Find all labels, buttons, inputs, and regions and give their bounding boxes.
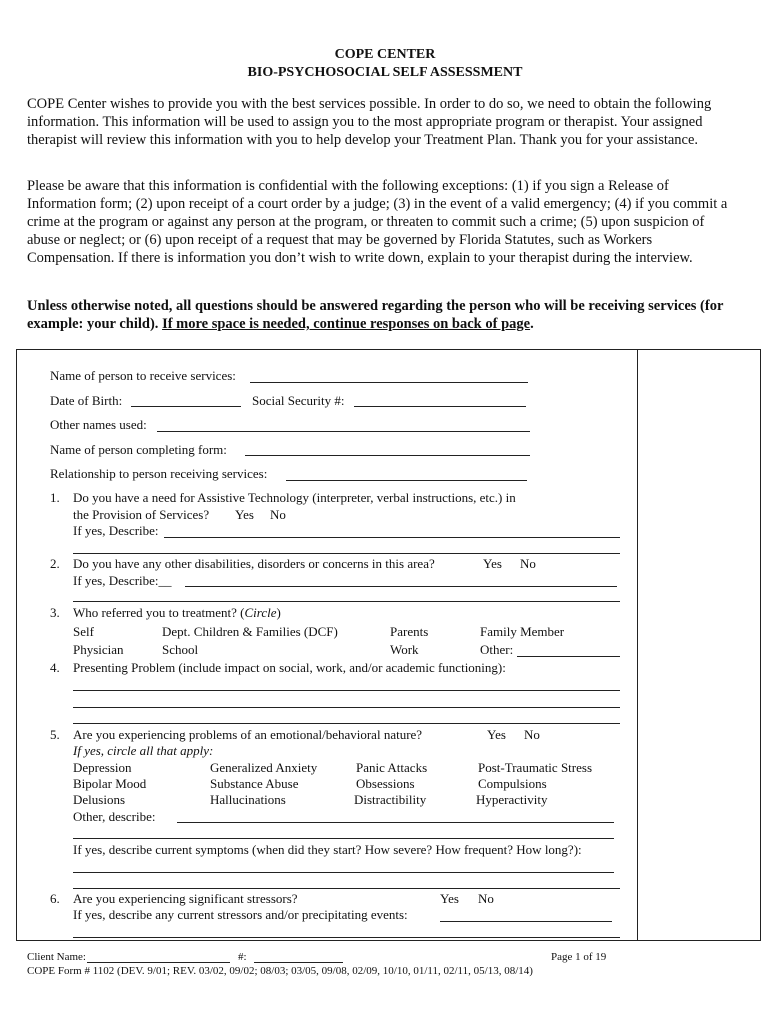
footer-hash-label: #: [238,951,247,963]
other-names-input-line[interactable] [157,431,530,432]
q3-option-family-member[interactable]: Family Member [480,624,565,639]
q1-number: 1. [50,490,60,505]
q5-number: 5. [50,727,60,742]
q2-number: 2. [50,556,60,571]
q1-describe-line-2[interactable] [73,553,620,554]
q3-text [73,605,281,621]
q5-symptoms-line-1[interactable] [73,872,614,873]
name-input-line[interactable] [250,382,528,383]
ssn-input-line[interactable] [354,406,526,407]
q5-option-delusions[interactable]: Delusions [73,792,125,807]
other-names-label: Other names used: [50,417,147,432]
q3-number: 3. [50,605,60,620]
q2-no[interactable]: No [520,556,536,571]
q5-option-hyperactivity[interactable]: Hyperactivity [476,792,548,807]
q5-option-obsessions[interactable]: Obsessions [356,776,415,791]
q1-describe-line[interactable] [164,537,620,538]
q3-option-physician[interactable]: Physician [73,642,124,657]
q5-option-distractibility[interactable]: Distractibility [354,792,427,807]
completing-label: Name of person completing form: [50,442,227,457]
completing-input-line[interactable] [245,455,530,456]
q5-option-ptsd[interactable]: Post-Traumatic Stress [478,760,592,775]
footer-client-name-line[interactable] [87,962,230,963]
q5-circle-all: If yes, circle all that apply: [73,743,214,758]
footer-hash-line[interactable] [254,962,343,963]
q3-other-line[interactable] [517,656,620,657]
q5-option-hallucinations[interactable]: Hallucinations [210,792,286,807]
q3-option-school[interactable]: School [162,642,199,657]
intro-paragraph-1: COPE Center wishes to provide you with the best services possible. In order to do so, we need to obtain the following information. This information will be used to assign you to the most appropriate program or therapist. Your assigned therapist will review this information with you to help develop your Treatment Plan. Thank you for your assistance. [27,96,712,148]
q5-option-depression[interactable]: Depression [73,760,132,775]
q4-answer-line-3[interactable] [73,723,620,724]
q4-number: 4. [50,660,60,675]
q3-option-self[interactable]: Self [73,624,94,639]
q1-text: Do you have a need for Assistive Technology (interpreter, verbal instructions, etc.) in [73,490,516,505]
instructions-space-note: If more space is needed, continue responses on back of page [162,316,531,332]
q5-text: Are you experiencing problems of an emotional/behavioral nature? [73,727,423,742]
form-title: COPE CENTER [334,47,436,62]
q4-answer-line-2[interactable] [73,707,620,708]
footer-page-number: Page 1 of 19 [551,951,607,963]
q6-describe-label: If yes, describe any current stressors and/or precipitating events: [73,907,408,922]
intro-paragraph-2: Please be aware that this information is confidential with the following exceptions: (1) if you sign a Release of Information form; (2) upon receipt of a court order by a judge; (3) in the event of a valid emergency; (4) if you commit a crime at the program or against any person at the program, or threaten to commit such a crime; (5) upon suspicion of abuse or neglect; or (6) upon receipt of a request that may be governed by Florida Statutes, such as Workers Compensation. If there is information you don’t wish to write down, explain to your therapist during the interview. [27,178,728,266]
dob-label: Date of Birth: [50,393,123,408]
q5-option-compulsions[interactable]: Compulsions [478,776,547,791]
q3-option-work[interactable]: Work [390,642,419,657]
q6-text: Are you experiencing significant stressors? [73,891,298,906]
q5-other-line[interactable] [177,822,614,823]
instructions-paragraph [27,297,737,333]
q4-text: Presenting Problem (include impact on social, work, and/or academic functioning): [73,660,506,675]
q4-answer-line-1[interactable] [73,690,620,691]
form-subtitle: BIO-PSYCHOSOCIAL SELF ASSESSMENT [247,65,523,80]
relationship-label: Relationship to person receiving services: [50,466,268,481]
footer-client-name-label: Client Name: [27,951,86,963]
q5-option-generalized-anxiety[interactable]: Generalized Anxiety [210,760,318,775]
q2-text: Do you have any other disabilities, disorders or concerns in this area? [73,556,435,571]
q6-describe-line-2[interactable] [73,937,620,938]
q5-yes[interactable]: Yes [487,727,506,742]
q1-text-2: the Provision of Services? [73,507,210,522]
q6-no[interactable]: No [478,891,494,906]
name-label: Name of person to receive services: [50,368,236,383]
q3-text-main: Who referred you to treatment? ( [73,605,245,620]
q5-no[interactable]: No [524,727,540,742]
relationship-input-line[interactable] [286,480,527,481]
footer-form-number: COPE Form # 1102 (DEV. 9/01; REV. 03/02, 09/02; 08/03; 03/05, 09/08, 02/09, 10/10, 01/11, 02/11, 05/13, 08/14) [27,965,533,977]
instructions-period: . [530,316,534,332]
q1-describe-label: If yes, Describe: [73,523,159,538]
ssn-label: Social Security #: [252,393,345,408]
q2-yes[interactable]: Yes [483,556,502,571]
q5-option-panic-attacks[interactable]: Panic Attacks [356,760,428,775]
form-box-divider [637,349,638,941]
q6-describe-line[interactable] [440,921,612,922]
q2-describe-label: If yes, Describe:__ [73,573,172,588]
q5-other-line-2[interactable] [73,838,614,839]
q5-symptoms-label: If yes, describe current symptoms (when did they start? How severe? How frequent? How long?): [73,842,582,857]
q6-number: 6. [50,891,60,906]
q2-describe-line-2[interactable] [73,601,620,602]
q1-no[interactable]: No [270,507,286,522]
q3-circle-word: Circle [244,605,277,620]
q3-option-parents[interactable]: Parents [390,624,429,639]
q3-option-dcf[interactable]: Dept. Children & Families (DCF) [162,624,338,639]
q5-other-label: Other, describe: [73,809,156,824]
instructions-text: Unless otherwise noted, all questions should be answered regarding the person who will be receiving services (for example: your child). [27,298,724,332]
q2-describe-line[interactable] [185,586,617,587]
q3-text-close: ) [276,605,281,620]
q6-yes[interactable]: Yes [440,891,459,906]
q3-option-other[interactable]: Other: [480,642,514,657]
q5-option-bipolar[interactable]: Bipolar Mood [73,776,147,791]
q1-yes[interactable]: Yes [235,507,254,522]
q5-option-substance-abuse[interactable]: Substance Abuse [210,776,299,791]
q5-symptoms-line-2[interactable] [73,888,620,889]
dob-input-line[interactable] [131,406,241,407]
